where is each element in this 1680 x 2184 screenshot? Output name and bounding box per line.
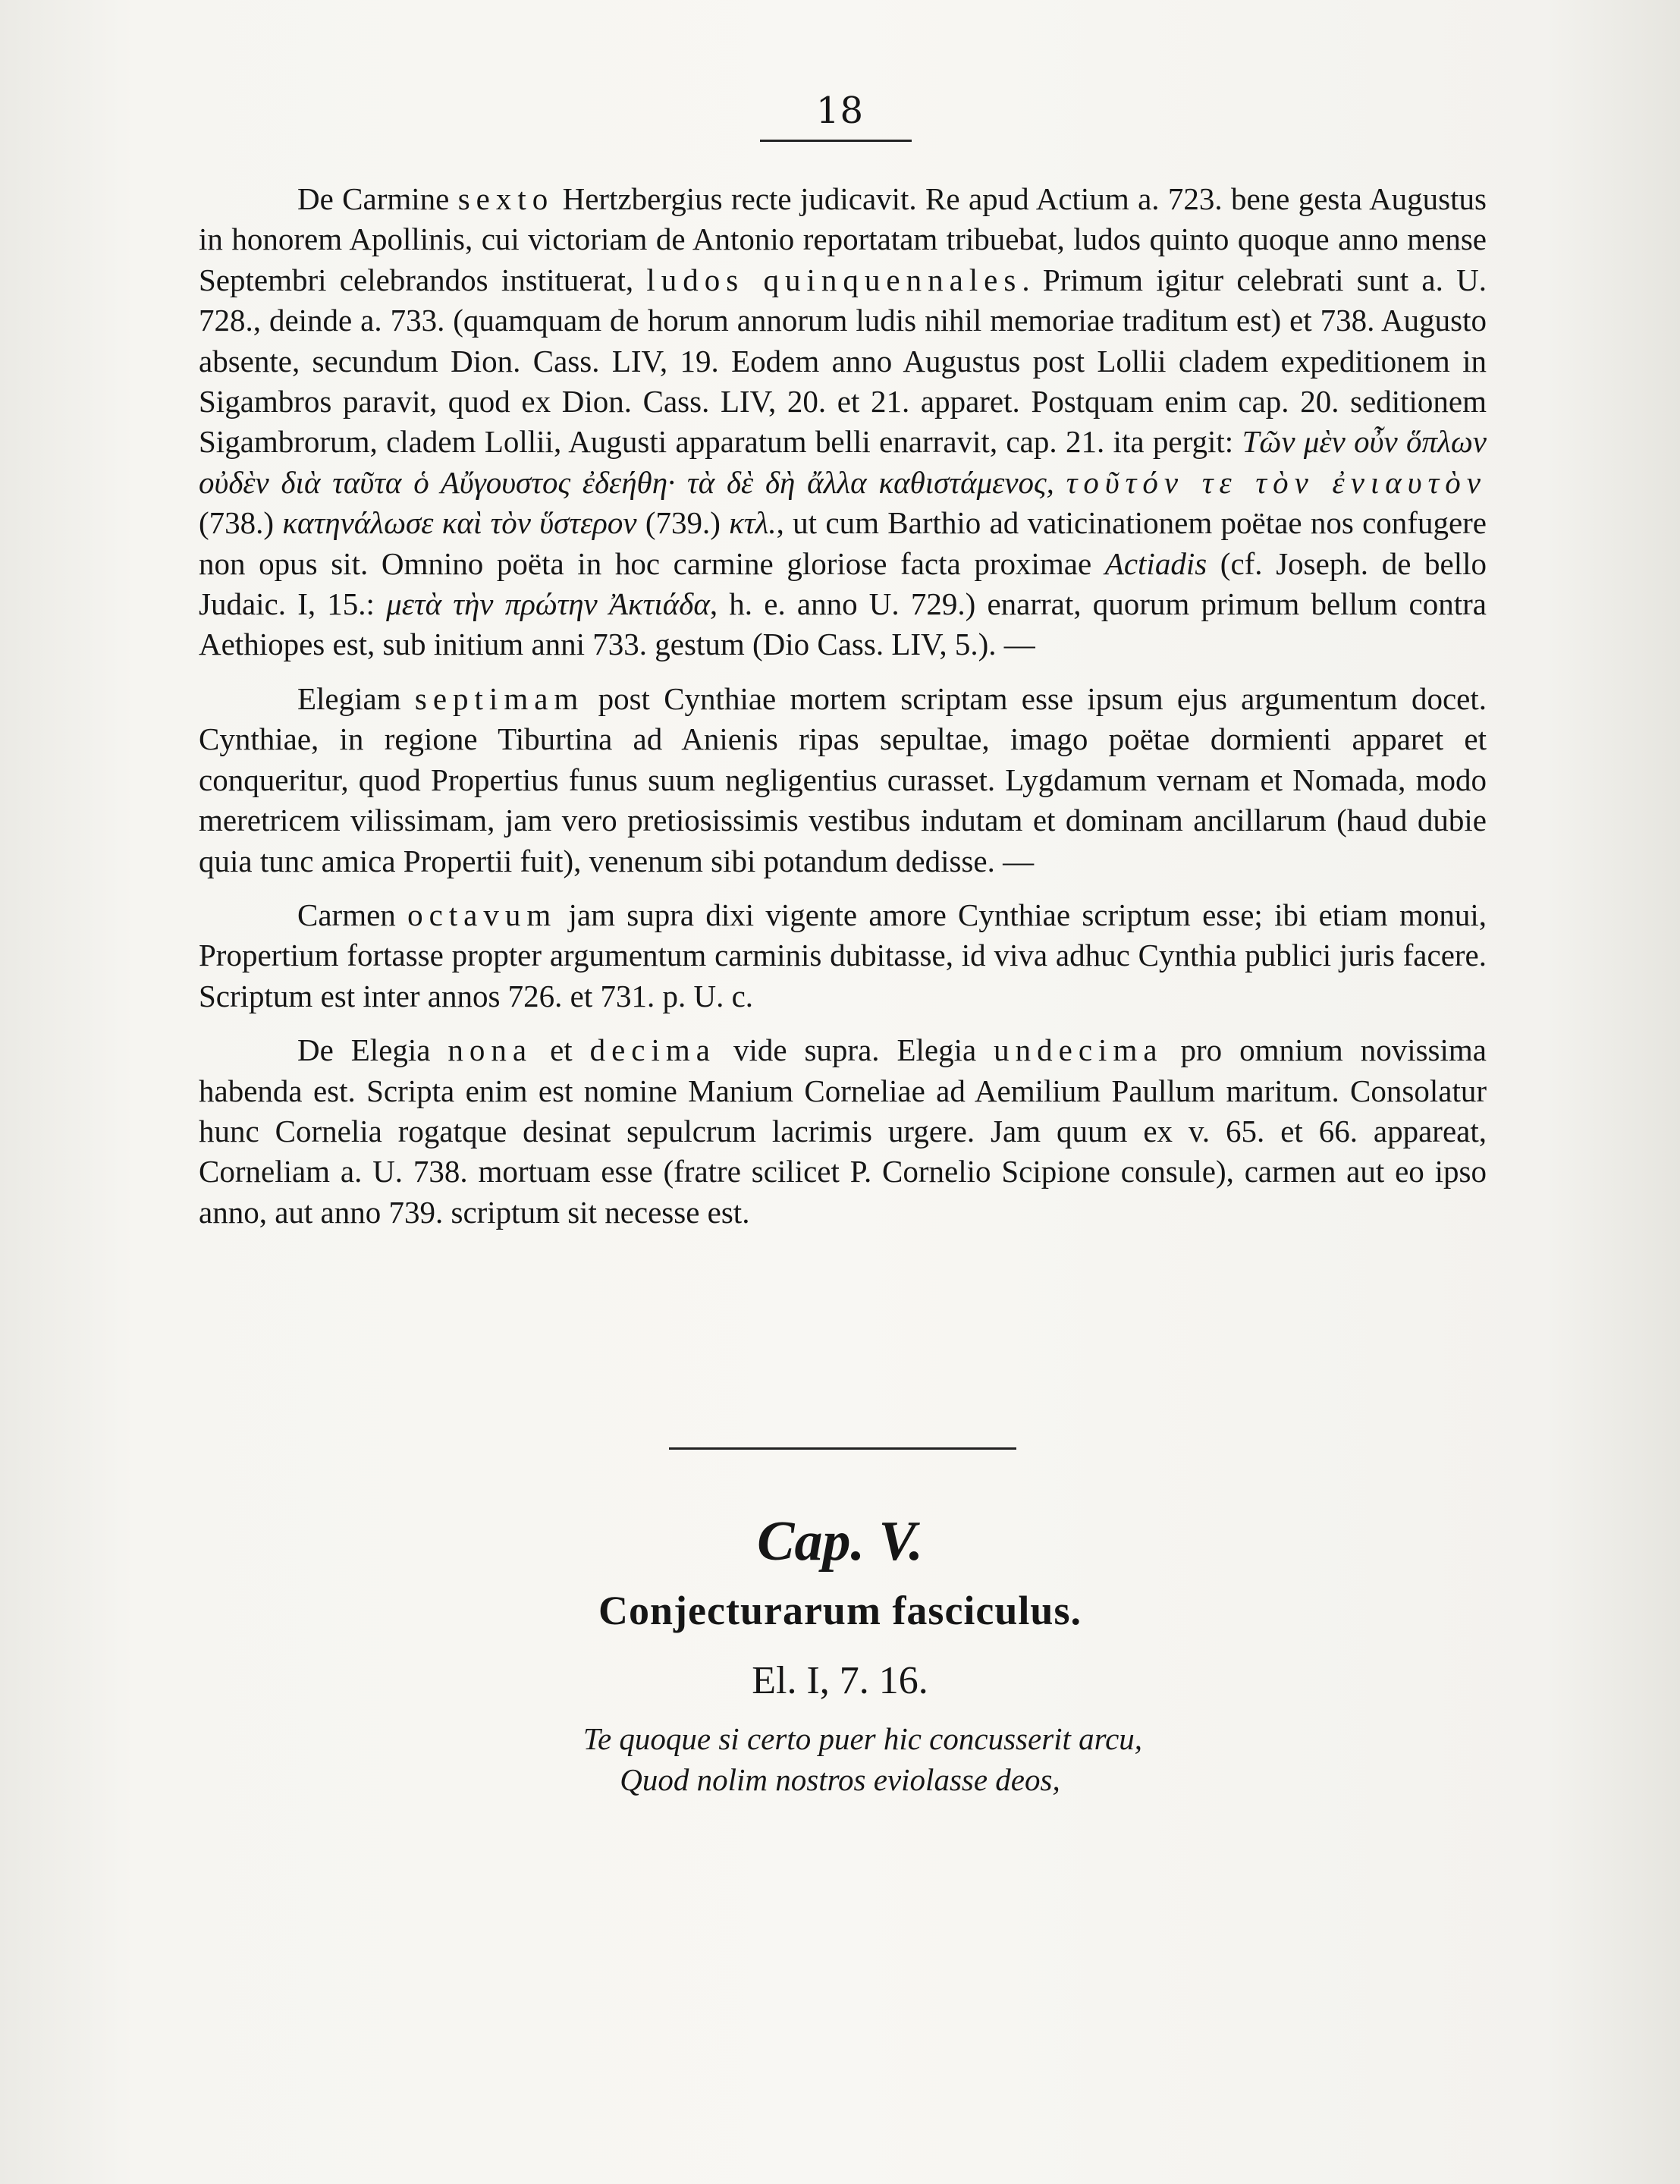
text-segment: sexto	[457, 181, 554, 216]
text-segment: vide supra. Elegia	[716, 1032, 994, 1068]
text-segment: κτλ.	[729, 505, 777, 541]
text-segment: Τῶν μὲν οὖν ὅπλων οὐδὲν διὰ ταῦτα ὁ Αὔγουστος ἐδεήθη· τὰ δὲ δὴ ἄλλα καθιστάμενος,	[199, 424, 1487, 500]
text-segment: ludos quinquennales	[646, 262, 1022, 297]
text-segment: . Primum igitur celebrati sunt a. U. 728., deinde a. 733. (quamquam de horum annorum ludis nihil memoriae traditum est) et 738. Augusto absente, secundum Dion. Cass. LIV, 19. Eodem anno Augustus post Lollii cladem expeditionem in Sigambros paravit, quod ex Dion. Cass. LIV, 20. et 21. apparet. Postquam enim cap. 20. seditionem Sigambrorum, cladem Lollii, Augusti apparatum belli enarravit, cap. 21. ita pergit:	[199, 262, 1487, 460]
text-segment: octavum	[407, 897, 557, 932]
text-segment: undecima	[994, 1032, 1163, 1068]
text-segment: , h. e. anno U. 729.) enarrat, quorum primum bellum contra Aethiopes est, sub initium anni 733. gestum (Dio Cass. LIV, 5.). —	[199, 586, 1487, 662]
chapter-heading: Cap. V.	[757, 1510, 923, 1573]
text-segment: et	[532, 1032, 590, 1068]
text-segment: Actiadis	[1104, 545, 1207, 581]
text-segment: post Cynthiae mortem scriptam esse ipsum ejus argumentum docet. Cynthiae, in regione Tiburtina ad Anienis ripas sepultae, imago poëtae dormienti apparet et conqueritur, quod Propertius funus suum negligentius curasset. Lygdamum vernam et Nomada, modo meretricem vilissimam, jam vero pretiosissimis vestibus indutam et dominam ancillarum (haud dubie quia tunc amica Propertii fuit), venenum sibi potandum dedisse. —	[199, 680, 1487, 878]
text-segment: (739.)	[636, 505, 730, 541]
page-number: 18	[815, 90, 865, 132]
text-segment: De Elegia	[297, 1032, 448, 1068]
text-segment: Hertzbergius recte judicavit. Re apud Actium a. 723. bene gesta Augustus in honorem Apollinis, cui victoriam de Antonio reportatam tribuebat, ludos quinto quoque anno mense Septembri celebrandos instituerat,	[199, 181, 1487, 297]
paragraph-elegia-undecima	[199, 1030, 1487, 1233]
text-segment: (738.)	[199, 505, 283, 541]
paragraph-carmen-octavum	[199, 895, 1487, 1017]
text-segment: decima	[589, 1032, 716, 1068]
verse-reference: El. I, 7. 16.	[752, 1659, 928, 1702]
verse-line-1: Te quoque si certo puer hic concusserit arcu,	[583, 1721, 1143, 1756]
text-segment: septimam	[414, 680, 585, 716]
text-segment: μετὰ τὴν πρώτην Ἀκτιάδα	[386, 586, 710, 622]
text-segment: Elegiam	[297, 680, 415, 716]
text-segment: pro omnium novissima habenda est. Scripta enim est nomine Manium Corneliae ad Aemilium Paullum maritum. Consolatur hunc Cornelia rogatque desinat sepulcrum lacrimis urgere. Jam quum ex v. 65. et 66. appareat, Corneliam a. U. 738. mortuam esse (fratre scilicet P. Cornelio Scipione consule), carmen aut eo ipso anno, aut anno 739. scriptum sit necesse est.	[199, 1032, 1487, 1230]
body-text	[199, 179, 1487, 1246]
paragraph-elegia-septima	[199, 679, 1487, 881]
text-segment: τοῦτόν τε τὸν ἐνιαυτὸν	[1066, 464, 1487, 500]
text-segment: Carmen	[297, 897, 408, 932]
text-segment: nona	[447, 1032, 533, 1068]
header-rule	[760, 140, 912, 142]
text-segment: jam supra dixi vigente amore Cynthiae scriptum esse; ibi etiam monui, Propertium fortasse propter argumentum carminis dubitasse, id viva adhuc Cynthia publici juris facere. Scriptum est inter annos 726. et 731. p. U. c.	[199, 897, 1487, 1013]
text-segment: (cf. Joseph. de bello Judaic. I, 15.:	[199, 545, 1487, 622]
chapter-subtitle: Conjecturarum fasciculus.	[598, 1588, 1082, 1633]
text-segment: De Carmine	[297, 181, 458, 216]
text-segment: κατηνάλωσε καὶ τὸν ὕστερον	[282, 505, 637, 541]
text-segment: , ut cum Barthio ad vaticinationem poëtae nos confugere non opus sit. Omnino poëta in hoc carmine gloriose facta proximae	[199, 505, 1487, 581]
section-rule	[669, 1447, 1016, 1450]
verse-line-2: Quod nolim nostros eviolasse deos,	[620, 1762, 1060, 1797]
paragraph-carmen-sextum	[199, 179, 1487, 665]
